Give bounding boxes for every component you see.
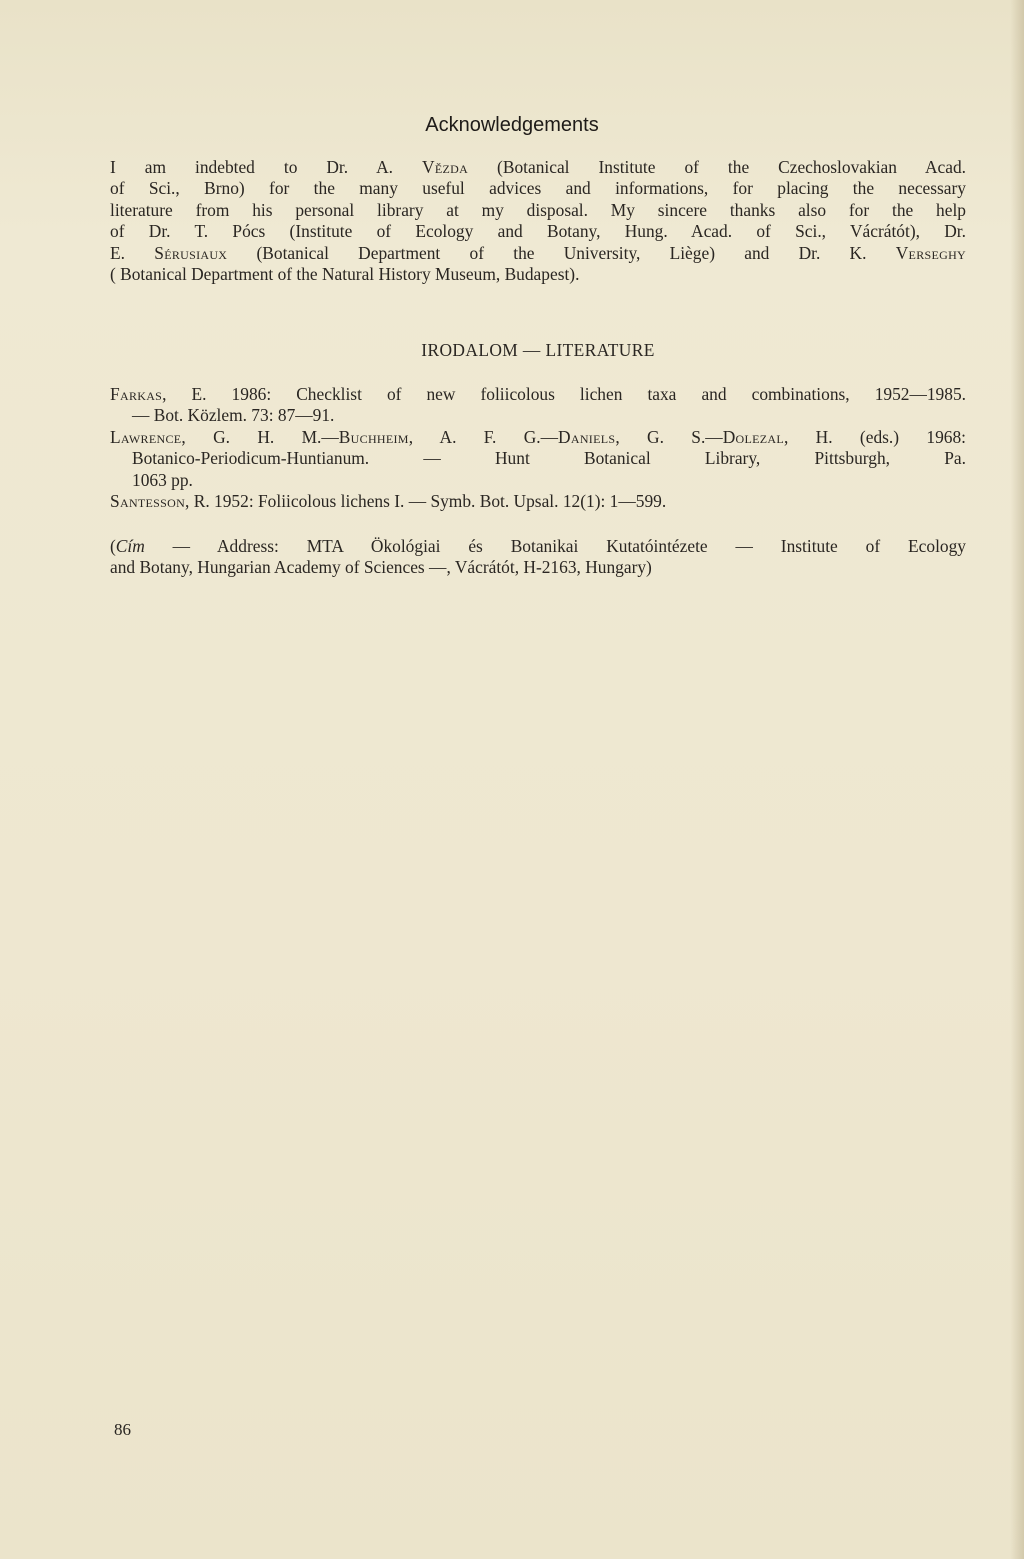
reference-text: , A. F. G.—	[408, 426, 559, 447]
address-note	[110, 536, 966, 579]
reference-author: Santesson	[110, 491, 186, 512]
reference-text: , E. 1986: Checklist of new foliicolous lichen taxa and combinations, 1952—1985.	[162, 384, 966, 404]
ack-line-1-text-a: I am indebted to Dr. A.	[110, 157, 423, 177]
reference-lawrence-line-1	[110, 427, 966, 448]
ack-line-1-text-b: (Botanical Institute of the Czechoslovakian Acad.	[468, 157, 966, 177]
ack-line-6: ( Botanical Department of the Natural History Museum, Budapest).	[110, 264, 580, 285]
reference-text: , G. S.—	[615, 426, 723, 447]
address-line-1	[110, 536, 966, 557]
ack-line-5-text-b: (Botanical Department of the University, Liège) and Dr. K.	[227, 242, 896, 263]
reference-text: , R. 1952: Foliicolous lichens I. — Symb. Bot. Upsal. 12(1): 1—599.	[185, 491, 667, 512]
acknowledgements-heading: Acknowledgements	[425, 114, 599, 136]
reference-text: , G. H. M.—	[181, 426, 339, 447]
reference-text: , H. (eds.) 1968:	[784, 426, 966, 447]
reference-farkas-line-1	[110, 384, 966, 405]
address-open-paren: (	[110, 536, 116, 556]
reference-author: Daniels	[558, 426, 616, 447]
author-name-verseghy: Verseghy	[895, 242, 966, 263]
page-number: 86	[114, 1420, 131, 1439]
reference-author: Dolezal	[722, 426, 784, 447]
author-name-vezda: Vězda	[422, 157, 469, 177]
reference-lawrence-line-3: 1063 pp.	[132, 469, 193, 490]
address-cim-label: Cím	[115, 536, 145, 556]
reference-author: Buchheim	[338, 426, 409, 447]
author-name-serusiaux: Sérusiaux	[154, 242, 228, 263]
ack-line-4: of Dr. T. Pócs (Institute of Ecology and Botany, Hung. Acad. of Sci., Vácrátót), Dr.	[110, 221, 966, 242]
ack-line-5-text-a: E.	[110, 242, 155, 263]
address-line-2: and Botany, Hungarian Academy of Sciences —, Vácrátót, H-2163, Hungary)	[110, 557, 652, 578]
acknowledgements-paragraph	[110, 157, 966, 285]
page-edge-shadow	[1010, 0, 1024, 1559]
reference-farkas-line-2: — Bot. Közlem. 73: 87—91.	[132, 405, 335, 426]
address-text: — Address: MTA Ökológiai és Botanikai Kutatóintézete — Institute of Ecology	[144, 536, 966, 556]
ack-line-3: literature from his personal library at my disposal. My sincere thanks also for the help	[110, 199, 966, 220]
literature-heading: IRODALOM — LITERATURE	[421, 340, 655, 360]
ack-line-2: of Sci., Brno) for the many useful advices and informations, for placing the necessary	[110, 178, 966, 199]
reference-lawrence-line-2: Botanico-Periodicum-Huntianum. — Hunt Botanical Library, Pittsburgh, Pa.	[132, 448, 966, 469]
ack-line-1	[110, 157, 966, 178]
reference-author: Lawrence	[110, 426, 182, 447]
reference-author: Farkas	[110, 384, 163, 404]
ack-line-5	[110, 243, 966, 264]
reference-list	[110, 384, 966, 512]
reference-santesson-line-1	[110, 491, 966, 512]
